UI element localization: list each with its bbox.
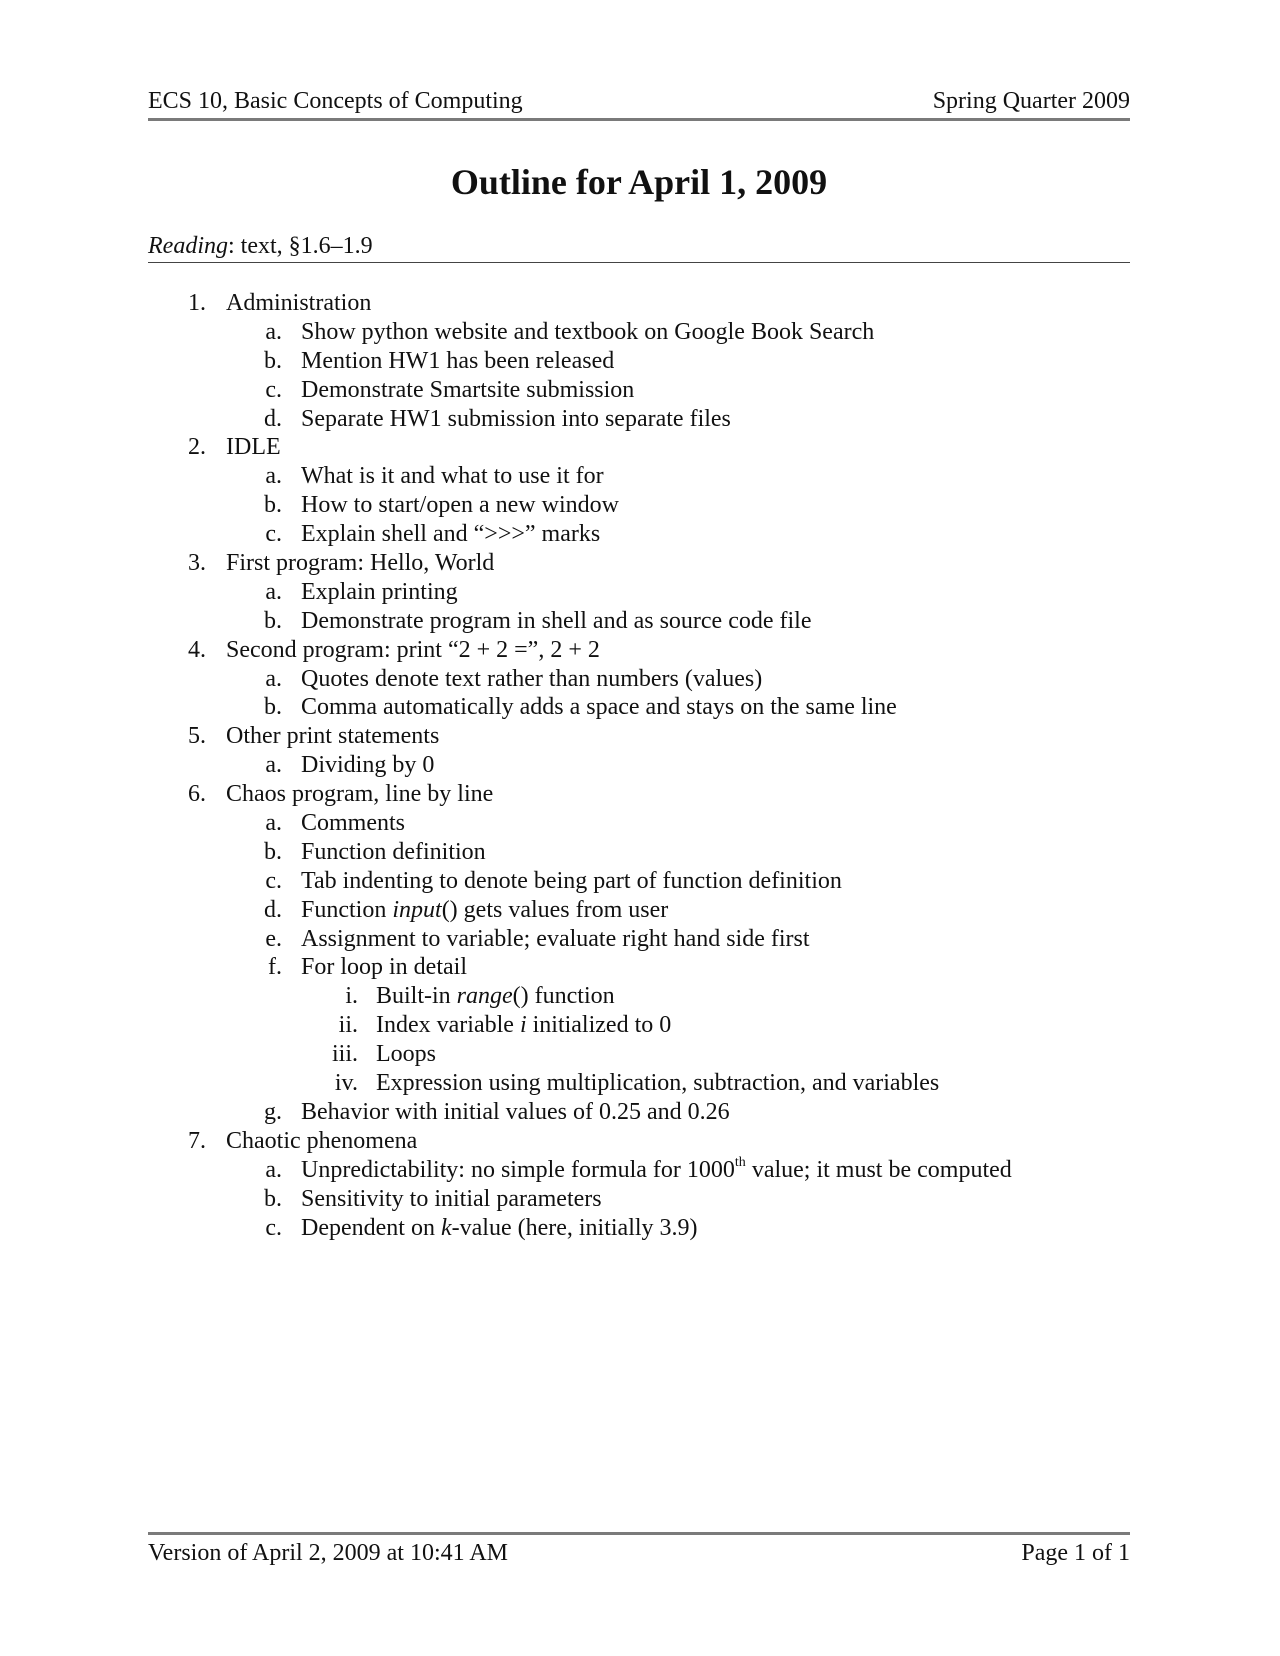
item-text [376, 982, 615, 1011]
outline-item-level-2 [0, 896, 1280, 925]
item-marker: i. [345, 983, 358, 1010]
item-marker: 6. [188, 781, 206, 808]
item-text [376, 1011, 671, 1040]
item-marker: a. [265, 810, 282, 837]
outline-item-level-2 [0, 1156, 1280, 1185]
item-text-part: -value (here, initially 3.9) [451, 1214, 698, 1241]
outline-item-level-2 [0, 1098, 1280, 1127]
outline-item-level-1 [0, 549, 1280, 578]
item-text: Dividing by 0 [301, 752, 435, 779]
outline-item-level-1 [0, 780, 1280, 809]
outline-item-level-2 [0, 838, 1280, 867]
item-text-part: Built-in [376, 983, 457, 1010]
outline-item-level-2 [0, 462, 1280, 491]
item-text-emphasis: input [392, 896, 442, 923]
outline-item-level-3 [0, 1011, 1280, 1040]
item-text-emphasis: i [519, 1012, 527, 1039]
outline-item-level-1 [0, 289, 1280, 318]
outline-item-level-2 [0, 1214, 1280, 1243]
item-text: Second program: print “2 + 2 =”, 2 + 2 [226, 636, 600, 663]
item-marker: e. [265, 925, 282, 952]
item-marker: a. [265, 318, 282, 345]
item-marker: 7. [188, 1127, 206, 1154]
item-text: Function definition [301, 838, 486, 865]
outline-item-level-2 [0, 693, 1280, 722]
outline-item-level-2 [0, 318, 1280, 347]
item-marker: 2. [188, 434, 206, 461]
page-number: Page 1 of 1 [1021, 1540, 1130, 1566]
item-text-part: () gets values from user [441, 896, 669, 923]
item-marker: ii. [338, 1012, 358, 1039]
outline-item-level-2 [0, 607, 1280, 636]
item-text: Other print statements [226, 723, 440, 750]
item-marker: g. [264, 1098, 282, 1125]
item-text-emphasis: k [440, 1214, 452, 1241]
item-text-part: Index variable [376, 1012, 520, 1039]
item-marker: a. [265, 463, 282, 490]
term: Spring Quarter 2009 [932, 88, 1130, 114]
item-text: Quotes denote text rather than numbers (values) [301, 665, 763, 692]
outline-item-level-2 [0, 925, 1280, 954]
item-marker: c. [265, 376, 282, 403]
item-marker: c. [265, 1214, 282, 1241]
outline-item-level-3 [0, 982, 1280, 1011]
item-text [301, 896, 668, 925]
outline-item-level-1 [0, 1127, 1280, 1156]
item-text: Mention HW1 has been released [301, 347, 615, 374]
item-marker: d. [264, 405, 282, 432]
page-header [148, 86, 1130, 116]
item-text: Demonstrate Smartsite submission [301, 376, 635, 403]
item-text-part: initialized to 0 [526, 1012, 672, 1039]
item-text: Separate HW1 submission into separate files [301, 405, 731, 432]
version-stamp: Version of April 2, 2009 at 10:41 AM [148, 1540, 508, 1566]
item-text: Chaos program, line by line [226, 781, 494, 808]
item-text: Tab indenting to denote being part of function definition [301, 867, 842, 894]
item-marker: 1. [188, 290, 206, 316]
item-text [301, 1214, 698, 1243]
outline-item-level-2 [0, 376, 1280, 405]
item-text: IDLE [226, 434, 281, 461]
reading-divider [148, 262, 1130, 263]
outline-item-level-1 [0, 722, 1280, 751]
item-text: First program: Hello, World [226, 550, 495, 577]
footer-divider [148, 1532, 1130, 1535]
item-marker: 3. [188, 550, 206, 577]
item-marker: iv. [334, 1070, 358, 1097]
item-marker: b. [264, 607, 282, 634]
outline-item-level-1 [0, 433, 1280, 462]
item-marker: b. [264, 838, 282, 865]
item-text: Chaotic phenomena [226, 1127, 418, 1154]
item-text-superscript: th [734, 1154, 746, 1170]
item-text-emphasis: range [456, 983, 513, 1010]
item-marker: a. [265, 1156, 282, 1183]
item-marker: b. [264, 1185, 282, 1212]
outline-item-level-2 [0, 809, 1280, 838]
page-footer [148, 1538, 1130, 1568]
item-text: Demonstrate program in shell and as source code file [301, 607, 812, 634]
outline-item-level-3 [0, 1040, 1280, 1069]
item-text: Loops [376, 1041, 436, 1068]
item-marker: iii. [331, 1041, 358, 1068]
item-text-part: () function [512, 983, 615, 1010]
item-text-part: Unpredictability: no simple formula for 1000 [301, 1156, 735, 1183]
item-marker: d. [264, 896, 282, 923]
item-text-part: value; it must be computed [745, 1156, 1012, 1183]
item-marker: 5. [188, 723, 206, 750]
item-text: Expression using multiplication, subtraction, and variables [376, 1070, 940, 1097]
item-marker: b. [264, 492, 282, 519]
item-text: Comma automatically adds a space and stays on the same line [301, 694, 897, 721]
item-text: For loop in detail [301, 954, 467, 981]
item-marker: a. [265, 752, 282, 779]
header-divider [148, 118, 1130, 121]
item-text: Behavior with initial values of 0.25 and 0.26 [301, 1098, 730, 1125]
item-text: Explain shell and “>>>” marks [301, 521, 601, 548]
item-text: Show python website and textbook on Google Book Search [301, 318, 875, 345]
outline-item-level-2 [0, 491, 1280, 520]
item-marker: c. [265, 867, 282, 894]
outline-item-level-2 [0, 578, 1280, 607]
item-marker: f. [268, 954, 282, 981]
outline-item-level-2 [0, 405, 1280, 434]
outline-item-level-2 [0, 953, 1280, 982]
outline-item-level-2 [0, 867, 1280, 896]
item-text-part: Function [301, 896, 393, 923]
outline-item-level-2 [0, 1185, 1280, 1214]
item-marker: a. [265, 578, 282, 605]
reading-assignment [148, 231, 1130, 261]
item-text: Explain printing [301, 578, 458, 605]
item-text: How to start/open a new window [301, 492, 619, 519]
item-text: Comments [301, 810, 406, 837]
item-text [301, 1156, 1012, 1185]
course-name: ECS 10, Basic Concepts of Computing [148, 88, 523, 114]
item-text-part: Dependent on [301, 1214, 441, 1241]
item-text: Administration [226, 290, 372, 316]
item-text: What is it and what to use it for [301, 463, 604, 490]
outline-list [0, 289, 1280, 1242]
reading-label: Reading [148, 233, 228, 259]
item-text: Assignment to variable; evaluate right hand side first [301, 925, 810, 952]
outline-item-level-2 [0, 520, 1280, 549]
outline-item-level-2 [0, 665, 1280, 694]
item-text: Sensitivity to initial parameters [301, 1185, 602, 1212]
item-marker: b. [264, 347, 282, 374]
outline-item-level-2 [0, 347, 1280, 376]
item-marker: b. [264, 694, 282, 721]
reading-text: : text, §1.6–1.9 [227, 233, 373, 259]
page-title: Outline for April 1, 2009 [450, 162, 828, 202]
item-marker: 4. [188, 636, 206, 663]
item-marker: a. [265, 665, 282, 692]
outline-item-level-1 [0, 636, 1280, 665]
outline-item-level-3 [0, 1069, 1280, 1098]
item-marker: c. [265, 521, 282, 548]
outline-item-level-2 [0, 751, 1280, 780]
